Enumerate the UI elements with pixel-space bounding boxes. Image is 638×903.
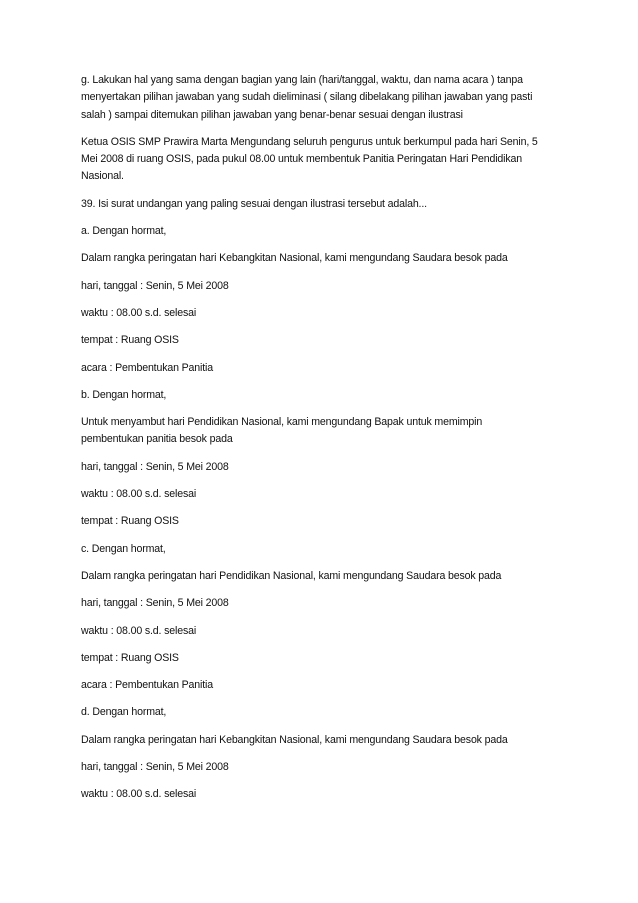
intro-line: salah ) sampai ditemukan pilihan jawaban yang benar-benar sesuai dengan ilustrasi: [81, 108, 463, 121]
option-c-date: hari, tanggal : Senin, 5 Mei 2008: [81, 597, 229, 610]
option-a-date: hari, tanggal : Senin, 5 Mei 2008: [81, 279, 229, 292]
intro-line: menyertakan pilihan jawaban yang sudah dieliminasi ( silang dibelakang pilihan jawaban yang pasti: [81, 91, 533, 104]
option-c-time: waktu : 08.00 s.d. selesai: [81, 624, 197, 637]
option-d-greeting: d. Dengan hormat,: [81, 706, 167, 719]
option-c-body-line: Dalam rangka peringatan hari Pendidikan Nasional, kami mengundang Saudara besok pada: [81, 569, 502, 582]
illustration-line: Mei 2008 di ruang OSIS, pada pukul 08.00 untuk membentuk Panitia Peringatan Hari Pendidikan: [81, 153, 522, 166]
option-b-body: [81, 414, 566, 449]
option-b-body-line: Untuk menyambut hari Pendidikan Nasional, kami mengundang Bapak untuk memimpin: [81, 416, 483, 429]
option-b-place: tempat : Ruang OSIS: [81, 515, 179, 528]
intro-paragraph: [81, 72, 566, 124]
option-a-body-line: Dalam rangka peringatan hari Kebangkitan Nasional, kami mengundang Saudara besok pada: [81, 252, 508, 265]
option-d-body-line: Dalam rangka peringatan hari Kebangkitan Nasional, kami mengundang Saudara besok pada: [81, 733, 508, 746]
option-b-body-line: pembentukan panitia besok pada: [81, 433, 233, 446]
option-d-time: waktu : 08.00 s.d. selesai: [81, 788, 197, 801]
illustration-line: Ketua OSIS SMP Prawira Marta Mengundang seluruh pengurus untuk berkumpul pada hari Senin, 5: [81, 135, 538, 148]
option-c-greeting: c. Dengan hormat,: [81, 542, 166, 555]
illustration-paragraph: [81, 134, 566, 186]
option-b-time: waktu : 08.00 s.d. selesai: [81, 488, 197, 501]
option-a-event: acara : Pembentukan Panitia: [81, 361, 213, 374]
option-d-date: hari, tanggal : Senin, 5 Mei 2008: [81, 761, 229, 774]
option-b-greeting: b. Dengan hormat,: [81, 388, 167, 401]
option-c-body: [81, 568, 566, 585]
illustration-line: Nasional.: [81, 170, 124, 183]
option-b-date: hari, tanggal : Senin, 5 Mei 2008: [81, 460, 229, 473]
question-text: 39. Isi surat undangan yang paling sesuai dengan ilustrasi tersebut adalah...: [81, 197, 427, 210]
option-a-time: waktu : 08.00 s.d. selesai: [81, 306, 197, 319]
option-a-greeting: a. Dengan hormat,: [81, 225, 167, 238]
option-a-body: [81, 250, 566, 267]
intro-line: g. Lakukan hal yang sama dengan bagian yang lain (hari/tanggal, waktu, dan nama acara ) tanpa: [81, 74, 523, 86]
option-a-place: tempat : Ruang OSIS: [81, 334, 179, 347]
option-c-event: acara : Pembentukan Panitia: [81, 679, 213, 692]
option-d-body: [81, 732, 566, 749]
option-c-place: tempat : Ruang OSIS: [81, 651, 179, 664]
